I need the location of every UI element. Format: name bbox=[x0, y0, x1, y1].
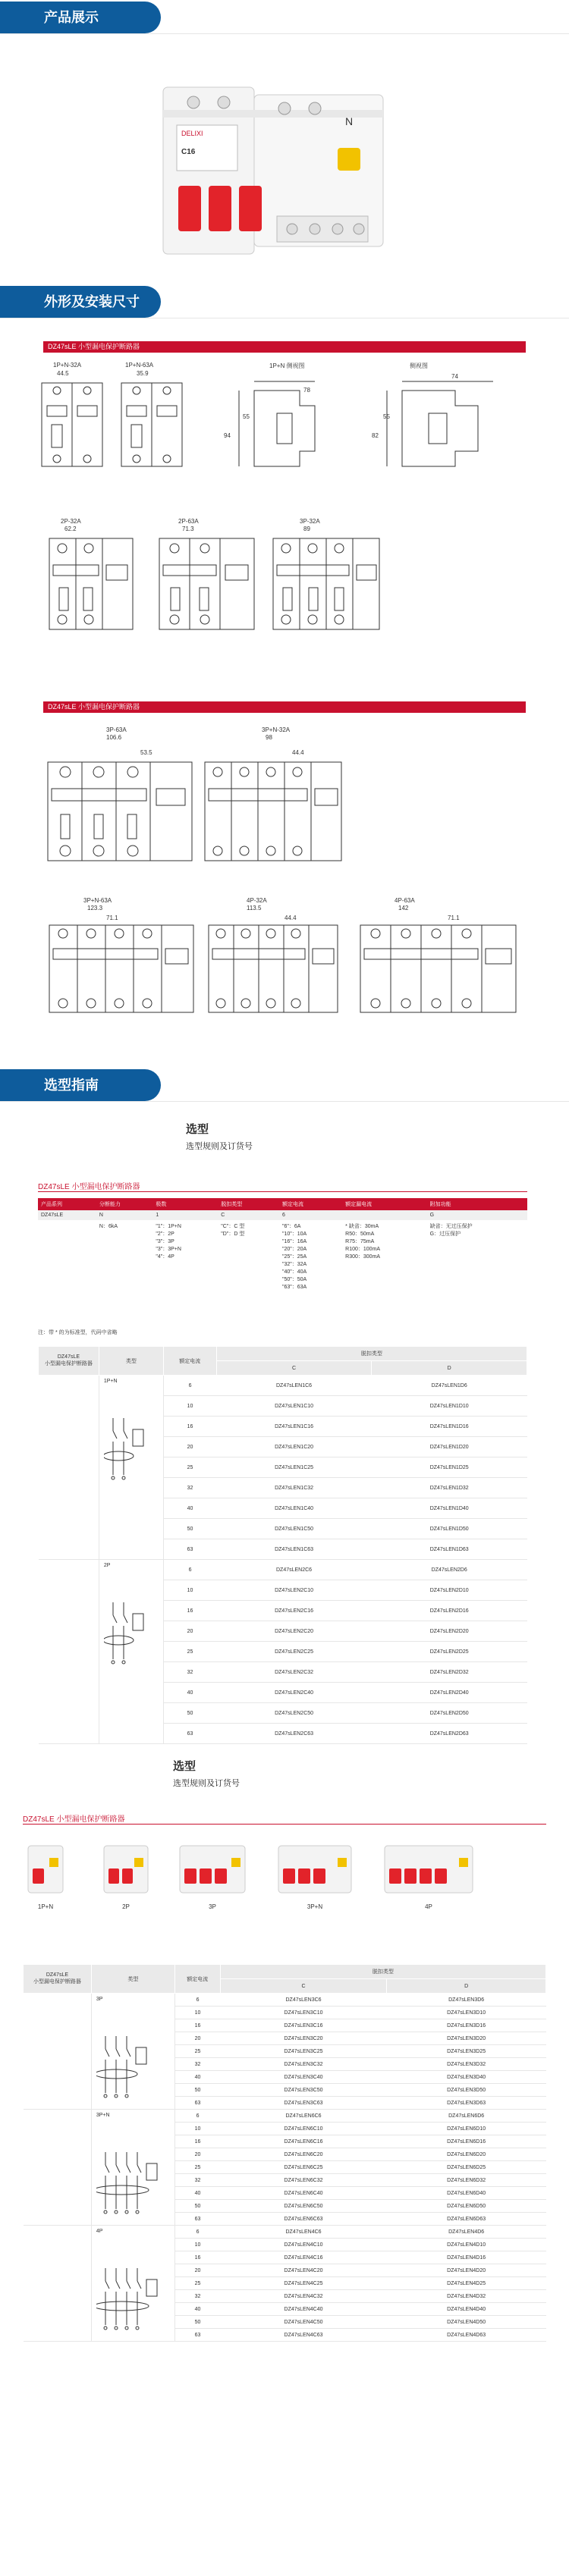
selection-subheading: 选型规则及订货号 bbox=[186, 1142, 253, 1151]
header-trip-c: C bbox=[216, 1361, 372, 1376]
model-d-cell: DZ47sLEN1D6 bbox=[372, 1376, 527, 1396]
caption-side-1: 1P+N 侧视图 bbox=[269, 362, 305, 369]
caption-2p-32a: 2P-32A bbox=[61, 518, 81, 525]
model-c-cell: DZ47sLEN4C16 bbox=[220, 2251, 387, 2264]
model-d-cell: DZ47sLEN1D20 bbox=[372, 1437, 527, 1457]
rated-current-cell: 50 bbox=[174, 2316, 220, 2329]
model-d-cell: DZ47sLEN2D10 bbox=[372, 1580, 527, 1601]
banner-product: 产品展示 bbox=[0, 2, 161, 33]
model-c-cell: DZ47sLEN2C20 bbox=[216, 1621, 372, 1642]
rated-current-cell: 10 bbox=[163, 1396, 216, 1417]
note-text: 注：带 * 的为标准型，代码中省略 bbox=[38, 1330, 118, 1335]
model-c-cell: DZ47sLEN4C10 bbox=[220, 2239, 387, 2251]
opt-option-cell: * 缺省：30mA R50：50mA R75：75mA R100：100mA R300：300mA bbox=[345, 1224, 381, 1260]
selection2-title: DZ47sLE 小型漏电保护断路器 bbox=[23, 1815, 125, 1824]
model-c-cell: DZ47sLEN3C50 bbox=[220, 2084, 387, 2097]
caption-3pn-32a: 3P+N-32A bbox=[262, 726, 291, 733]
rated-current-cell: 6 bbox=[163, 1376, 216, 1396]
model-c-cell: DZ47sLEN1C6 bbox=[216, 1376, 372, 1396]
product-thumb-label: 3P bbox=[209, 1903, 216, 1910]
model-c-cell: DZ47sLEN1C40 bbox=[216, 1498, 372, 1519]
opt-example-cell: N bbox=[96, 1210, 152, 1220]
dim-label: 82 bbox=[372, 432, 379, 439]
opt-header-cell: 脱扣类型 bbox=[218, 1198, 279, 1210]
opt-option-cell: "6"：6A "10"：10A "16"：16A "20"：20A "25"：25A "32"：32A "40"：40A "50"：50A "63"：63A bbox=[282, 1224, 307, 1290]
header-trip: 脱扣类型 bbox=[220, 1965, 545, 1979]
rated-current-cell: 20 bbox=[174, 2148, 220, 2161]
model-d-cell: DZ47sLEN3D20 bbox=[387, 2032, 546, 2045]
model-d-cell: DZ47sLEN6D20 bbox=[387, 2148, 546, 2161]
dim-label: 55 bbox=[243, 413, 250, 420]
product-thumb-label: 3P+N bbox=[307, 1903, 323, 1910]
rated-current-cell: 63 bbox=[174, 2097, 220, 2110]
rated-current-cell: 63 bbox=[163, 1724, 216, 1744]
model-c-cell: DZ47sLEN1C10 bbox=[216, 1396, 372, 1417]
drawing-side-view-1 bbox=[231, 375, 345, 482]
header-type: 类型 bbox=[91, 1965, 174, 1994]
opt-example-cell bbox=[342, 1210, 426, 1220]
model-c-cell: DZ47sLEN1C63 bbox=[216, 1539, 372, 1560]
drawing-4p-32a bbox=[205, 921, 341, 1016]
model-d-cell: DZ47sLEN3D16 bbox=[387, 2019, 546, 2032]
opt-option-cell: N：6kA bbox=[99, 1224, 118, 1229]
width-label: 44.4 bbox=[292, 749, 304, 756]
rated-current-cell: 16 bbox=[174, 2251, 220, 2264]
rated-current-cell: 40 bbox=[163, 1683, 216, 1703]
selection-heading: 选型 bbox=[186, 1123, 209, 1136]
rated-current-cell: 32 bbox=[174, 2174, 220, 2187]
group-type-cell: 1P+N bbox=[99, 1376, 163, 1560]
model-d-cell: DZ47sLEN2D40 bbox=[372, 1683, 527, 1703]
width-label: 62.2 bbox=[64, 526, 77, 532]
product-thumb bbox=[383, 1843, 474, 1896]
header-trip-d: D bbox=[387, 1979, 546, 1994]
model-d-cell: DZ47sLEN1D40 bbox=[372, 1498, 527, 1519]
header-trip: 脱扣类型 bbox=[216, 1347, 527, 1361]
model-d-cell: DZ47sLEN2D20 bbox=[372, 1621, 527, 1642]
divider bbox=[38, 1191, 527, 1192]
table-row bbox=[24, 2110, 546, 2123]
width-label: 71.1 bbox=[106, 915, 118, 921]
model-d-cell: DZ47sLEN1D16 bbox=[372, 1417, 527, 1437]
model-c-cell: DZ47sLEN4C32 bbox=[220, 2290, 387, 2303]
product-thumb bbox=[277, 1843, 353, 1896]
width-label: 35.9 bbox=[137, 370, 149, 377]
rated-current-cell: 25 bbox=[163, 1457, 216, 1478]
model-d-cell: DZ47sLEN4D16 bbox=[387, 2251, 546, 2264]
caption-3pn-63a: 3P+N-63A bbox=[83, 897, 112, 904]
opt-header-cell: 额定漏电流 bbox=[342, 1198, 426, 1210]
dim-label: 94 bbox=[224, 432, 231, 439]
rated-current-cell: 20 bbox=[163, 1437, 216, 1457]
model-c-cell: DZ47sLEN6C32 bbox=[220, 2174, 387, 2187]
rated-current-cell: 6 bbox=[174, 2226, 220, 2239]
model-c-cell: DZ47sLEN2C16 bbox=[216, 1601, 372, 1621]
wiring-symbol bbox=[104, 1414, 159, 1488]
group-series-cell bbox=[24, 2110, 92, 2226]
drawing-2p-32a bbox=[46, 535, 137, 633]
rated-current-cell: 25 bbox=[174, 2277, 220, 2290]
group-series-cell bbox=[39, 1560, 99, 1744]
product-thumb bbox=[27, 1843, 64, 1896]
model-c-cell: DZ47sLEN2C6 bbox=[216, 1560, 372, 1580]
model-d-cell: DZ47sLEN4D10 bbox=[387, 2239, 546, 2251]
rated-current-cell: 40 bbox=[163, 1498, 216, 1519]
model-d-cell: DZ47sLEN6D63 bbox=[387, 2213, 546, 2226]
product-thumb bbox=[102, 1843, 149, 1896]
opt-header-cell: 极数 bbox=[152, 1198, 218, 1210]
model-c-cell: DZ47sLEN4C40 bbox=[220, 2303, 387, 2316]
rated-current-cell: 40 bbox=[174, 2303, 220, 2316]
rated-current-cell: 20 bbox=[174, 2032, 220, 2045]
model-table bbox=[23, 1964, 546, 2342]
wiring-symbol bbox=[96, 2264, 170, 2338]
model-c-cell: DZ47sLEN2C10 bbox=[216, 1580, 372, 1601]
dim-label: 55 bbox=[383, 413, 390, 420]
banner-selection: 选型指南 bbox=[0, 1069, 161, 1101]
dim-label: 74 bbox=[451, 373, 458, 380]
table-row bbox=[24, 2226, 546, 2239]
rated-current-cell: 20 bbox=[163, 1621, 216, 1642]
model-c-cell: DZ47sLEN4C6 bbox=[220, 2226, 387, 2239]
width-label: 44.4 bbox=[284, 915, 297, 921]
width-label: 44.5 bbox=[57, 370, 69, 377]
rated-current-cell: 32 bbox=[174, 2290, 220, 2303]
model-c-cell: DZ47sLEN1C20 bbox=[216, 1437, 372, 1457]
model-c-cell: DZ47sLEN6C40 bbox=[220, 2187, 387, 2200]
rated-current-cell: 32 bbox=[163, 1478, 216, 1498]
model-d-cell: DZ47sLEN3D25 bbox=[387, 2045, 546, 2058]
rated-current-cell: 6 bbox=[174, 2110, 220, 2123]
header-current: 额定电流 bbox=[163, 1347, 216, 1376]
drawing-side-view-2 bbox=[379, 375, 516, 482]
rated-current-cell: 16 bbox=[163, 1601, 216, 1621]
model-d-cell: DZ47sLEN6D25 bbox=[387, 2161, 546, 2174]
model-d-cell: DZ47sLEN3D6 bbox=[387, 1994, 546, 2007]
rated-current-cell: 63 bbox=[163, 1539, 216, 1560]
model-c-cell: DZ47sLEN1C16 bbox=[216, 1417, 372, 1437]
model-d-cell: DZ47sLEN1D50 bbox=[372, 1519, 527, 1539]
model-c-cell: DZ47sLEN6C16 bbox=[220, 2135, 387, 2148]
rated-current-cell: 10 bbox=[174, 2239, 220, 2251]
model-c-cell: DZ47sLEN2C40 bbox=[216, 1683, 372, 1703]
caption-side-2: 侧视图 bbox=[410, 362, 428, 369]
width-label: 53.5 bbox=[140, 749, 152, 756]
model-c-cell: DZ47sLEN4C25 bbox=[220, 2277, 387, 2290]
opt-example-cell: C bbox=[218, 1210, 279, 1220]
model-d-cell: DZ47sLEN4D20 bbox=[387, 2264, 546, 2277]
model-d-cell: DZ47sLEN2D32 bbox=[372, 1662, 527, 1683]
model-d-cell: DZ47sLEN4D40 bbox=[387, 2303, 546, 2316]
model-d-cell: DZ47sLEN4D63 bbox=[387, 2329, 546, 2342]
opt-option-cell bbox=[38, 1220, 96, 1293]
product-thumb-label: 2P bbox=[122, 1903, 130, 1910]
selection-table-title: DZ47sLE 小型漏电保护断路器 bbox=[38, 1183, 140, 1191]
header-trip-d: D bbox=[372, 1361, 527, 1376]
drawing-3p-63a bbox=[44, 758, 196, 864]
header-trip-c: C bbox=[220, 1979, 387, 1994]
opt-option-cell: "C"：C 型 "D"：D 型 bbox=[221, 1224, 245, 1237]
product-thumb-label: 1P+N bbox=[37, 1903, 54, 1910]
rating-label: C16 bbox=[181, 148, 196, 156]
rated-current-cell: 6 bbox=[174, 1994, 220, 2007]
opt-header-cell: 分断能力 bbox=[96, 1198, 152, 1210]
width-label: 71.1 bbox=[448, 915, 460, 921]
model-d-cell: DZ47sLEN6D16 bbox=[387, 2135, 546, 2148]
rated-current-cell: 25 bbox=[174, 2161, 220, 2174]
model-d-cell: DZ47sLEN4D6 bbox=[387, 2226, 546, 2239]
model-c-cell: DZ47sLEN3C6 bbox=[220, 1994, 387, 2007]
rated-current-cell: 25 bbox=[174, 2045, 220, 2058]
model-table-2 bbox=[23, 1964, 546, 2342]
rated-current-cell: 10 bbox=[174, 2123, 220, 2135]
drawing-3pn-32a bbox=[201, 758, 345, 864]
header-series: DZ47sLE 小型漏电保护断路器 bbox=[39, 1347, 99, 1376]
drawing-4p-63a bbox=[357, 921, 520, 1016]
group-type-cell: 2P bbox=[99, 1560, 163, 1744]
group-series-cell bbox=[24, 1994, 92, 2110]
model-c-cell: DZ47sLEN4C63 bbox=[220, 2329, 387, 2342]
model-d-cell: DZ47sLEN3D32 bbox=[387, 2058, 546, 2071]
group-type-cell: 4P bbox=[91, 2226, 174, 2342]
caption-3p-63a: 3P-63A bbox=[106, 726, 127, 733]
rated-current-cell: 63 bbox=[174, 2329, 220, 2342]
rated-current-cell: 16 bbox=[163, 1417, 216, 1437]
model-c-cell: DZ47sLEN3C20 bbox=[220, 2032, 387, 2045]
rated-current-cell: 50 bbox=[163, 1519, 216, 1539]
drawing-3p-32a bbox=[269, 535, 383, 633]
model-d-cell: DZ47sLEN2D6 bbox=[372, 1560, 527, 1580]
rated-current-cell: 16 bbox=[174, 2019, 220, 2032]
rated-current-cell: 50 bbox=[174, 2200, 220, 2213]
caption-2p-63a: 2P-63A bbox=[178, 518, 199, 525]
model-c-cell: DZ47sLEN2C32 bbox=[216, 1662, 372, 1683]
width-label: 123.3 bbox=[87, 905, 103, 911]
drawing-2p-63a bbox=[156, 535, 258, 633]
selection2-heading: 选型 bbox=[173, 1760, 196, 1773]
group-series-cell bbox=[39, 1376, 99, 1560]
model-c-cell: DZ47sLEN3C25 bbox=[220, 2045, 387, 2058]
model-d-cell: DZ47sLEN1D63 bbox=[372, 1539, 527, 1560]
width-label: 106.6 bbox=[106, 734, 122, 741]
width-label: 71.3 bbox=[182, 526, 194, 532]
wiring-symbol bbox=[96, 2148, 170, 2222]
model-d-cell: DZ47sLEN3D40 bbox=[387, 2071, 546, 2084]
divider bbox=[0, 33, 569, 34]
caption-3p-32a: 3P-32A bbox=[300, 518, 320, 525]
model-d-cell: DZ47sLEN3D50 bbox=[387, 2084, 546, 2097]
table-row bbox=[39, 1560, 527, 1580]
header-current: 额定电流 bbox=[174, 1965, 220, 1994]
model-c-cell: DZ47sLEN4C50 bbox=[220, 2316, 387, 2329]
model-c-cell: DZ47sLEN2C63 bbox=[216, 1724, 372, 1744]
rated-current-cell: 63 bbox=[174, 2213, 220, 2226]
model-d-cell: DZ47sLEN3D10 bbox=[387, 2007, 546, 2019]
opt-example-cell: DZ47sLE bbox=[38, 1210, 96, 1220]
model-d-cell: DZ47sLEN6D32 bbox=[387, 2174, 546, 2187]
opt-example-cell: 6 bbox=[279, 1210, 342, 1220]
model-d-cell: DZ47sLEN2D63 bbox=[372, 1724, 527, 1744]
width-label: 89 bbox=[303, 526, 310, 532]
order-code-rule-table bbox=[38, 1198, 527, 1293]
group-series-cell bbox=[24, 2226, 92, 2342]
dim-label: 78 bbox=[303, 387, 310, 394]
model-table-1 bbox=[38, 1346, 527, 1744]
model-c-cell: DZ47sLEN3C10 bbox=[220, 2007, 387, 2019]
model-d-cell: DZ47sLEN4D50 bbox=[387, 2316, 546, 2329]
caption-1pn-63a: 1P+N-63A bbox=[125, 362, 154, 369]
model-c-cell: DZ47sLEN3C40 bbox=[220, 2071, 387, 2084]
product-photo bbox=[148, 64, 421, 269]
model-d-cell: DZ47sLEN2D25 bbox=[372, 1642, 527, 1662]
rated-current-cell: 10 bbox=[163, 1580, 216, 1601]
dim-section1-title: DZ47sLE 小型漏电保护断路器 bbox=[43, 341, 526, 353]
rated-current-cell: 50 bbox=[163, 1703, 216, 1724]
opt-example-cell: 1 bbox=[152, 1210, 218, 1220]
rated-current-cell: 10 bbox=[174, 2007, 220, 2019]
opt-header-cell: 产品系列 bbox=[38, 1198, 96, 1210]
wiring-symbol bbox=[104, 1599, 159, 1672]
group-type-cell: 3P+N bbox=[91, 2110, 174, 2226]
model-d-cell: DZ47sLEN2D16 bbox=[372, 1601, 527, 1621]
model-table bbox=[38, 1346, 527, 1744]
model-d-cell: DZ47sLEN6D6 bbox=[387, 2110, 546, 2123]
opt-option-cell: "1"：1P+N "2"：2P "3"：3P "3"：3P+N "4"：4P bbox=[156, 1224, 181, 1260]
model-c-cell: DZ47sLEN1C50 bbox=[216, 1519, 372, 1539]
model-c-cell: DZ47sLEN4C20 bbox=[220, 2264, 387, 2277]
model-c-cell: DZ47sLEN3C32 bbox=[220, 2058, 387, 2071]
model-c-cell: DZ47sLEN6C6 bbox=[220, 2110, 387, 2123]
model-d-cell: DZ47sLEN2D50 bbox=[372, 1703, 527, 1724]
table-row bbox=[39, 1376, 527, 1396]
selection2-subheading: 选型规则及订货号 bbox=[173, 1779, 240, 1788]
rated-current-cell: 20 bbox=[174, 2264, 220, 2277]
dim-section2-title: DZ47sLE 小型漏电保护断路器 bbox=[43, 701, 526, 713]
drawing-3pn-63a bbox=[46, 921, 197, 1016]
width-label: 98 bbox=[266, 734, 272, 741]
rated-current-cell: 32 bbox=[163, 1662, 216, 1683]
table-row bbox=[24, 1994, 546, 2007]
rated-current-cell: 6 bbox=[163, 1560, 216, 1580]
divider bbox=[0, 1101, 569, 1102]
wiring-symbol bbox=[96, 2032, 170, 2106]
banner-dimensions: 外形及安装尺寸 bbox=[0, 286, 161, 318]
model-c-cell: DZ47sLEN1C25 bbox=[216, 1457, 372, 1478]
model-d-cell: DZ47sLEN4D25 bbox=[387, 2277, 546, 2290]
product-thumb bbox=[178, 1843, 247, 1896]
opt-header-cell: 额定电流 bbox=[279, 1198, 342, 1210]
model-c-cell: DZ47sLEN1C32 bbox=[216, 1478, 372, 1498]
header-type: 类型 bbox=[99, 1347, 163, 1376]
group-type-cell: 3P bbox=[91, 1994, 174, 2110]
rated-current-cell: 40 bbox=[174, 2187, 220, 2200]
model-d-cell: DZ47sLEN6D50 bbox=[387, 2200, 546, 2213]
opt-header-cell: 附加功能 bbox=[427, 1198, 527, 1210]
model-c-cell: DZ47sLEN2C25 bbox=[216, 1642, 372, 1662]
model-d-cell: DZ47sLEN3D63 bbox=[387, 2097, 546, 2110]
model-c-cell: DZ47sLEN6C25 bbox=[220, 2161, 387, 2174]
caption-4p-32a: 4P-32A bbox=[247, 897, 267, 904]
drawing-1pn-32a bbox=[38, 379, 106, 470]
product-thumb-label: 4P bbox=[425, 1903, 432, 1910]
model-c-cell: DZ47sLEN3C16 bbox=[220, 2019, 387, 2032]
model-c-cell: DZ47sLEN6C50 bbox=[220, 2200, 387, 2213]
rated-current-cell: 40 bbox=[174, 2071, 220, 2084]
model-d-cell: DZ47sLEN6D40 bbox=[387, 2187, 546, 2200]
model-c-cell: DZ47sLEN2C50 bbox=[216, 1703, 372, 1724]
rated-current-cell: 50 bbox=[174, 2084, 220, 2097]
model-d-cell: DZ47sLEN1D32 bbox=[372, 1478, 527, 1498]
model-d-cell: DZ47sLEN6D10 bbox=[387, 2123, 546, 2135]
divider bbox=[23, 1824, 546, 1825]
model-c-cell: DZ47sLEN6C20 bbox=[220, 2148, 387, 2161]
model-c-cell: DZ47sLEN6C63 bbox=[220, 2213, 387, 2226]
model-c-cell: DZ47sLEN3C63 bbox=[220, 2097, 387, 2110]
caption-4p-63a: 4P-63A bbox=[395, 897, 415, 904]
n-label: N bbox=[345, 115, 354, 127]
model-d-cell: DZ47sLEN4D32 bbox=[387, 2290, 546, 2303]
caption-1pn-32a: 1P+N-32A bbox=[53, 362, 82, 369]
model-d-cell: DZ47sLEN1D25 bbox=[372, 1457, 527, 1478]
width-label: 113.5 bbox=[247, 905, 262, 911]
rated-current-cell: 32 bbox=[174, 2058, 220, 2071]
width-label: 142 bbox=[398, 905, 409, 911]
model-d-cell: DZ47sLEN1D10 bbox=[372, 1396, 527, 1417]
rated-current-cell: 25 bbox=[163, 1642, 216, 1662]
header-series: DZ47sLE 小型漏电保护断路器 bbox=[24, 1965, 92, 1994]
drawing-1pn-63a bbox=[118, 379, 186, 470]
opt-example-cell: G bbox=[427, 1210, 527, 1220]
rated-current-cell: 16 bbox=[174, 2135, 220, 2148]
model-c-cell: DZ47sLEN6C10 bbox=[220, 2123, 387, 2135]
brand-logo-text: DELIXI bbox=[181, 130, 203, 137]
opt-option-cell: 缺省：无过压保护 G：过压保护 bbox=[429, 1224, 473, 1237]
